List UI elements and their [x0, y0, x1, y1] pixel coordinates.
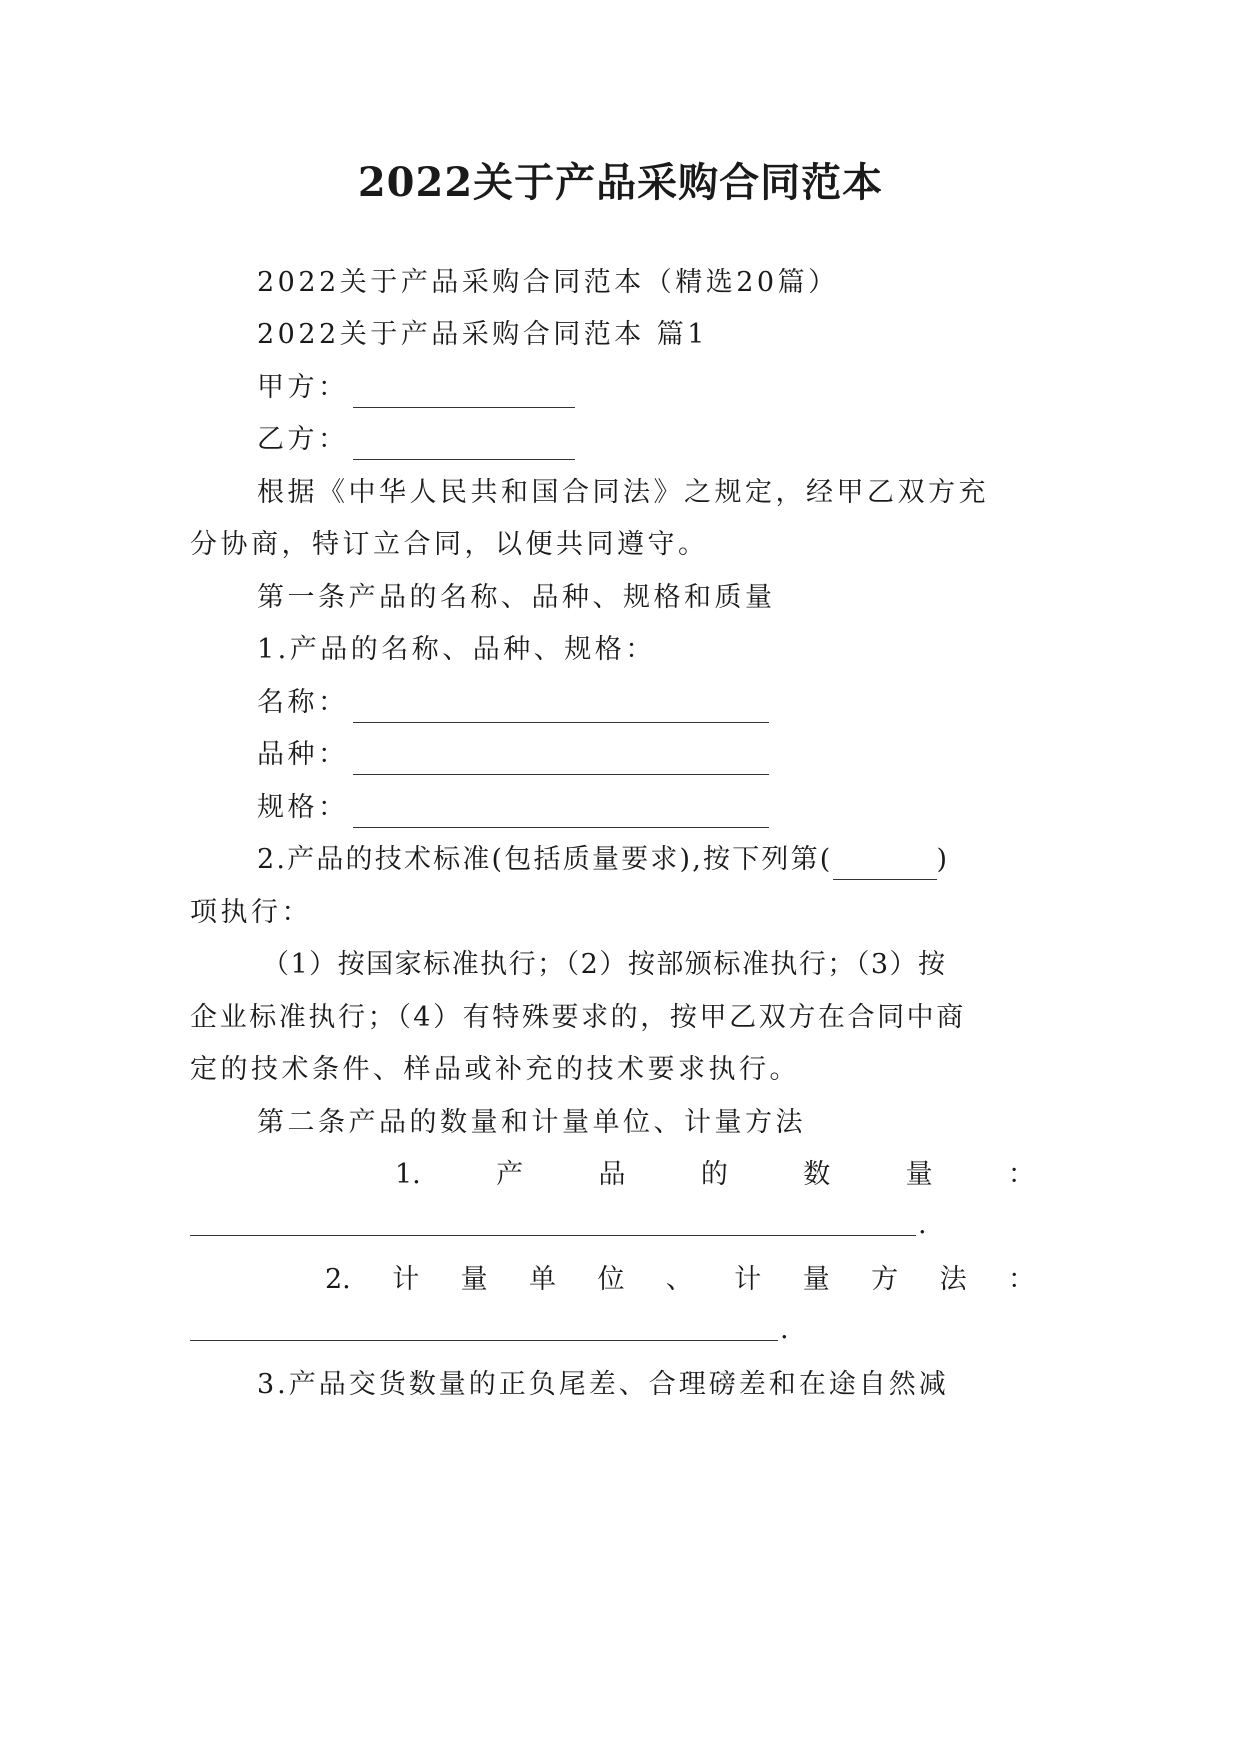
variety-blank: [353, 744, 769, 775]
standards-line-2: 企业标准执行；（4）有特殊要求的，按甲乙双方在合同中商: [190, 1002, 966, 1033]
article-1-heading: 第一条产品的名称、品种、规格和质量: [257, 582, 776, 613]
spec-blank: [353, 797, 769, 828]
spec-label: 规格：: [257, 792, 349, 823]
variety-label: 品种：: [257, 739, 349, 770]
section-heading: 2022关于产品采购合同范本 篇1: [257, 319, 708, 350]
a2i2-token: 单: [529, 1264, 557, 1295]
party-b-line: [257, 420, 1050, 460]
party-a-line: [257, 368, 1050, 408]
party-b-blank: [353, 429, 575, 460]
standards-line-3: 定的技术条件、样品或补充的技术要求执行。: [190, 1054, 800, 1085]
article-1-item-2-text: 2.产品的技术标准(包括质量要求),按下列第(: [257, 844, 833, 875]
a2i1-token: 数: [803, 1159, 831, 1190]
document-title: 2022关于产品采购合同范本: [357, 159, 884, 206]
a2i2-token: 2.: [325, 1264, 351, 1295]
a2i1-token: 产: [496, 1159, 524, 1190]
measurement-period: .: [780, 1314, 789, 1345]
name-blank: [353, 692, 769, 723]
article-2-heading: 第二条产品的数量和计量单位、计量方法: [257, 1107, 806, 1138]
a2i2-token: 、: [665, 1264, 693, 1295]
item-number-close-paren: ): [936, 844, 950, 875]
a2i2-token: 方: [871, 1264, 899, 1295]
quantity-period: .: [918, 1209, 927, 1240]
intro-paragraph-line-1: 根据《中华人民共和国合同法》之规定，经甲乙双方充: [257, 477, 989, 508]
a2i2-token: 位: [597, 1264, 625, 1295]
party-a-blank: [353, 377, 575, 408]
a2i1-token: 1.: [395, 1159, 421, 1190]
a2i2-token: 法: [939, 1264, 967, 1295]
intro-paragraph-line-2: 分协商，特订立合同，以便共同遵守。: [190, 529, 709, 560]
party-b-label: 乙方：: [257, 424, 349, 455]
article-1-item-2-line-2: 项执行：: [190, 897, 312, 928]
a2i1-token: ：: [1007, 1159, 1035, 1190]
a2i2-token: 量: [802, 1264, 830, 1295]
a2i1-token: 量: [905, 1159, 933, 1190]
article-2-item-1: [395, 1155, 1035, 1195]
a2i2-token: 计: [392, 1264, 420, 1295]
article-1-item-1: 1.产品的名称、品种、规格：: [257, 634, 656, 665]
a2i2-token: 计: [734, 1264, 762, 1295]
a2i1-token: 的: [700, 1159, 728, 1190]
a2i2-token: 量: [460, 1264, 488, 1295]
quantity-blank: [190, 1234, 916, 1236]
variety-line: [257, 735, 1050, 775]
a2i2-token: ：: [1007, 1264, 1035, 1295]
name-line: [257, 683, 1050, 723]
standards-line-1: （1）按国家标准执行；（2）按部颁标准执行；（3）按: [262, 949, 947, 980]
article-2-item-3: 3.产品交货数量的正负尾差、合理磅差和在途自然减: [257, 1369, 949, 1400]
spec-line: [257, 788, 1050, 828]
a2i1-token: 品: [598, 1159, 626, 1190]
article-2-item-2: [325, 1260, 1035, 1300]
measurement-blank: [190, 1339, 778, 1341]
party-a-label: 甲方：: [257, 372, 349, 403]
item-number-blank: [833, 849, 937, 880]
subtitle-line: 2022关于产品采购合同范本（精选20篇）: [257, 267, 839, 298]
article-1-item-2-line-1: [257, 840, 1050, 880]
name-label: 名称：: [257, 687, 349, 718]
